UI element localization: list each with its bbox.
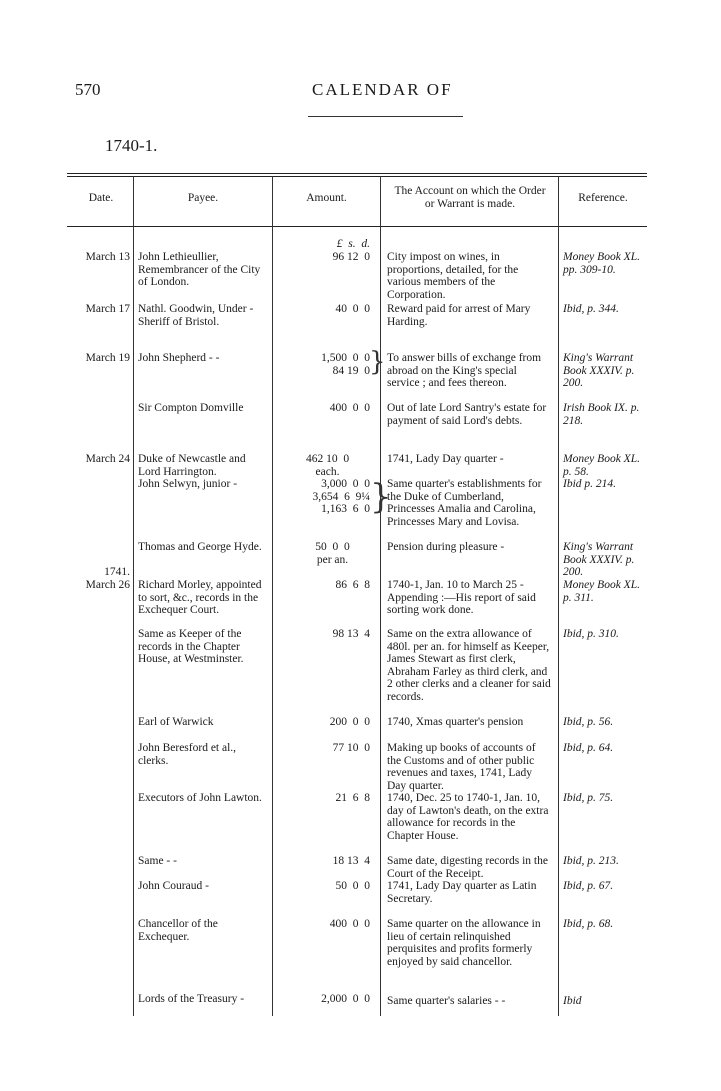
row-payee: John Beresford et al., clerks. — [138, 742, 237, 767]
row-amount: 1,500 0 0 84 19 0 — [321, 352, 370, 377]
running-title: CALENDAR OF — [312, 80, 453, 99]
brace: } — [369, 347, 386, 377]
row-date: 1741. March 26 — [85, 566, 130, 591]
row-payee: Lords of the Treasury - — [138, 993, 245, 1005]
row-amount: 50 0 0 per an. — [315, 541, 350, 566]
row-payee: John Selwyn, junior - — [138, 478, 238, 490]
row-payee: Earl of Warwick — [138, 716, 214, 728]
row-payee: Nathl. Goodwin, Under - Sheriff of Bristol. — [138, 303, 254, 328]
row-date: March 13 — [85, 251, 130, 263]
row-account: Same quarter's establishments for the Duke of Cumberland, Princesses Amalia and Carolina, Princesses Mary and Lovisa. — [387, 478, 542, 528]
row-reference: King's Warrant Book XXXIV. p. 200. — [563, 352, 635, 389]
row-account: Making up books of accounts of the Customs and of other public revenues and taxes, 1741, Lady Day quarter. — [387, 742, 536, 792]
row-amount: 400 0 0 — [329, 402, 370, 414]
row-payee: John Shepherd - - — [138, 352, 220, 364]
row-payee: Same as Keeper of the records in the Chapter House, at Westminster. — [138, 628, 244, 665]
title-rule — [308, 116, 463, 117]
row-account: 1740-1, Jan. 10 to March 25 - Appending :—His report of said sorting work done. — [387, 579, 536, 616]
row-reference: Ibid, p. 310. — [563, 628, 619, 640]
row-account: Same on the extra allowance of 480l. per an. for himself as Keeper, James Stewart as first clerk, Abraham Farley as third clerk, and 2 other clerks and a cleaner for said records. — [387, 628, 551, 703]
row-amount: 200 0 0 — [329, 716, 370, 728]
row-account: Same quarter on the allowance in lieu of certain relinquished perquisites and profits formerly enjoyed by said chancellor. — [387, 918, 541, 968]
row-reference: Ibid p. 214. — [563, 478, 617, 490]
column-divider — [133, 176, 134, 1016]
row-reference: Money Book XL. p. 311. — [563, 579, 640, 604]
row-reference: Ibid, p. 75. — [563, 792, 614, 804]
row-amount: 86 6 8 — [335, 579, 370, 591]
row-payee: Duke of Newcastle and Lord Harrington. — [138, 453, 246, 478]
row-amount: 3,000 0 0 3,654 6 9¼ 1,163 6 0 — [312, 478, 370, 515]
column-divider — [380, 176, 381, 1016]
brace: } — [370, 477, 392, 517]
header-reference: Reference. — [578, 192, 628, 204]
header-amount: Amount. — [306, 192, 347, 204]
row-amount: 40 0 0 — [335, 303, 370, 315]
header-payee: Payee. — [187, 192, 219, 204]
table-top-rule-2 — [67, 176, 647, 177]
year-heading: 1740-1. — [105, 136, 158, 155]
row-account: City impost on wines, in proportions, detailed, for the various members of the Corporation. — [387, 251, 519, 301]
row-date: March 19 — [85, 352, 130, 364]
row-amount: 18 13 4 — [332, 855, 370, 867]
row-amount: 462 10 0 each. — [305, 453, 350, 478]
row-reference: Ibid, p. 68. — [563, 918, 614, 930]
row-reference: Ibid, p. 64. — [563, 742, 614, 754]
row-payee: Thomas and George Hyde. — [138, 541, 262, 553]
row-account: Reward paid for arrest of Mary Harding. — [387, 303, 531, 328]
row-account: Out of late Lord Santry's estate for payment of said Lord's debts. — [387, 402, 547, 427]
row-amount: 77 10 0 — [332, 742, 370, 754]
column-divider — [558, 176, 559, 1016]
row-reference: Money Book XL. p. 58. — [563, 453, 640, 478]
page-number: 570 — [75, 80, 101, 99]
row-reference: Ibid, p. 344. — [563, 303, 619, 315]
header-account: The Account on which the Order or Warrant is made. — [394, 185, 546, 210]
row-date: March 17 — [85, 303, 130, 315]
row-amount: 2,000 0 0 — [321, 993, 370, 1005]
row-payee: John Couraud - — [138, 880, 209, 892]
row-account: Pension during pleasure - — [387, 541, 505, 553]
row-reference: King's Warrant Book XXXIV. p. 200. — [563, 541, 635, 578]
table-header-rule — [67, 226, 647, 227]
row-reference: Ibid, p. 67. — [563, 880, 614, 892]
row-reference: Irish Book IX. p. 218. — [563, 402, 640, 427]
row-date: March 24 — [85, 453, 130, 465]
row-reference: Ibid, p. 213. — [563, 855, 619, 867]
row-reference: Money Book XL. pp. 309-10. — [563, 251, 640, 276]
currency-units: £ s. d. — [336, 238, 370, 250]
row-reference: Ibid, p. 56. — [563, 716, 614, 728]
row-payee: Same - - — [138, 855, 177, 867]
row-account: 1741, Lady Day quarter as Latin Secretary. — [387, 880, 537, 905]
row-account: Same date, digesting records in the Court of the Receipt. — [387, 855, 548, 880]
column-divider — [272, 176, 273, 1016]
row-amount: 98 13 4 — [332, 628, 370, 640]
row-amount: 50 0 0 — [335, 880, 370, 892]
row-account: 1741, Lady Day quarter - — [387, 453, 504, 465]
row-payee: John Lethieullier, Remembrancer of the City of London. — [138, 251, 261, 288]
row-payee: Richard Morley, appointed to sort, &c., records in the Exchequer Court. — [138, 579, 262, 616]
row-account: Same quarter's salaries - - — [387, 995, 506, 1007]
row-amount: 96 12 0 — [332, 251, 370, 263]
row-payee: Executors of John Lawton. — [138, 792, 262, 804]
row-amount: 400 0 0 — [329, 918, 370, 930]
header-date: Date. — [88, 192, 114, 204]
row-account: 1740, Xmas quarter's pension — [387, 716, 524, 728]
table-top-rule — [67, 173, 647, 174]
row-amount: 21 6 8 — [335, 792, 370, 804]
row-account: 1740, Dec. 25 to 1740-1, Jan. 10, day of Lawton's death, on the extra allowance for records in the Chapter House. — [387, 792, 549, 842]
row-account: To answer bills of exchange from abroad on the King's special service ; and fees thereon. — [387, 352, 542, 389]
row-payee: Chancellor of the Exchequer. — [138, 918, 218, 943]
row-reference: Ibid — [563, 995, 582, 1007]
row-payee: Sir Compton Domville — [138, 402, 244, 414]
